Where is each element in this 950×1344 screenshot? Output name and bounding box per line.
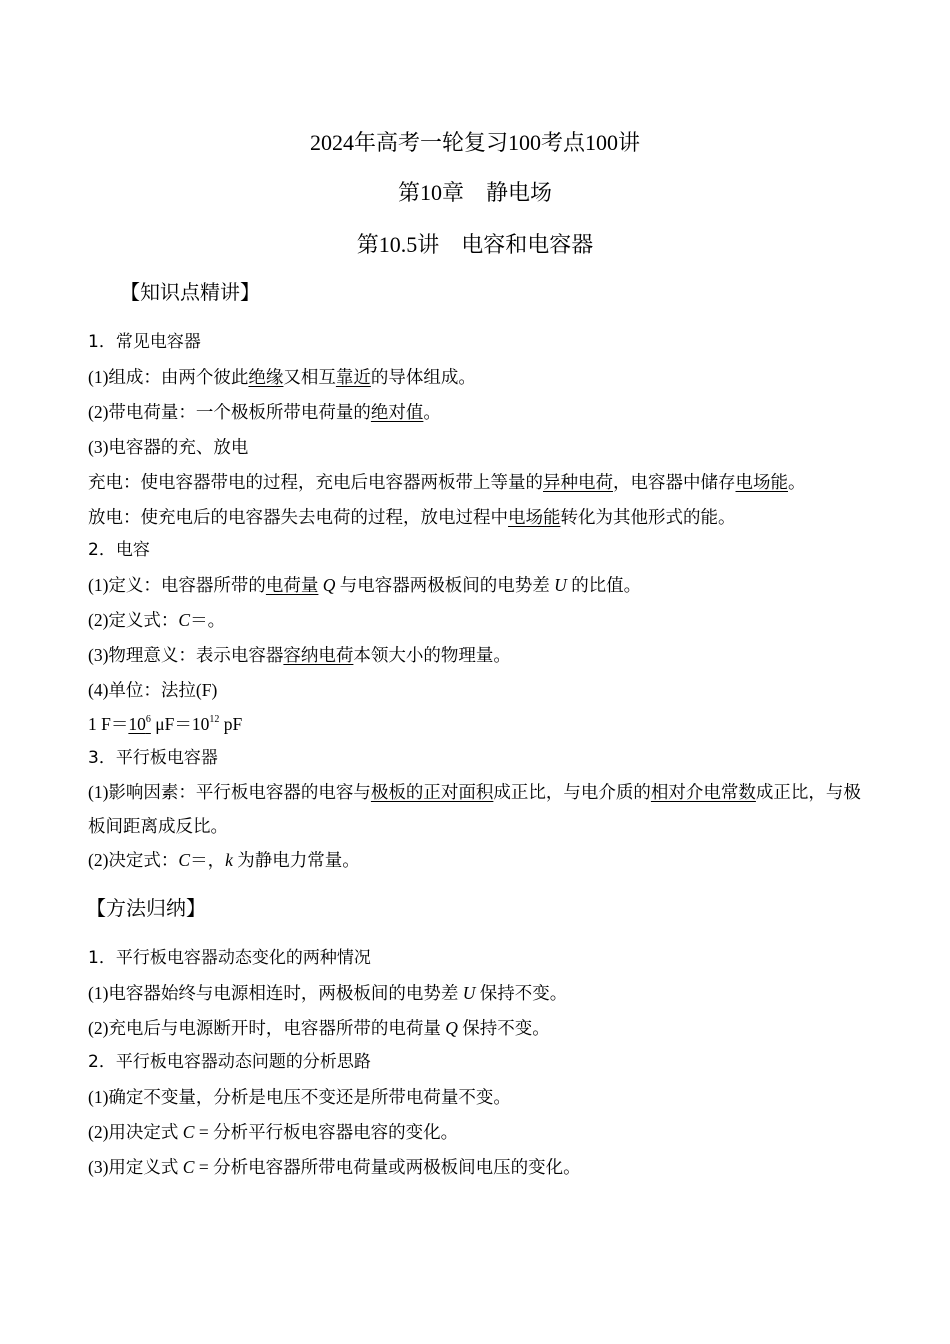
s1-line-composition: (1)组成：由两个彼此绝缘又相互靠近的导体组成。 <box>88 367 476 387</box>
m2-line-defining: (3)用定义式 C = 分析电容器所带电荷量或两极板间电压的变化。 <box>88 1157 581 1177</box>
s2-line-meaning: (3)物理意义：表示电容器容纳电荷本领大小的物理量。 <box>88 645 511 665</box>
lecture-title: 第10.5讲 电容和电容器 <box>356 232 594 257</box>
s1-line-charging: 充电：使电容器带电的过程，充电后电容器两板带上等量的异种电荷，电容器中储存电场能。 <box>88 472 806 492</box>
section2-heading: 2．电容 <box>88 540 150 560</box>
s2-line-formula: (2)定义式：C＝。 <box>88 610 226 630</box>
s3-line-determining-formula: (2)决定式：C＝，k 为静电力常量。 <box>88 850 360 870</box>
m2-line-determining: (2)用决定式 C = 分析平行板电容器电容的变化。 <box>88 1122 459 1142</box>
s2-line-definition: (1)定义：电容器所带的电荷量 Q 与电容器两极板间的电势差 U 的比值。 <box>88 575 642 595</box>
methods-heading: 【方法归纳】 <box>86 898 206 920</box>
document-title: 2024年高考一轮复习100考点100讲 <box>309 130 640 155</box>
methods-section2-heading: 2．平行板电容器动态问题的分析思路 <box>88 1052 371 1072</box>
s1-line-charge-discharge: (3)电容器的充、放电 <box>88 437 249 457</box>
m1-line-disconnected: (2)充电后与电源断开时，电容器所带的电荷量 Q 保持不变。 <box>88 1018 550 1038</box>
chapter-title: 第10章 静电场 <box>397 180 552 205</box>
knowledge-heading: 【知识点精讲】 <box>120 282 260 304</box>
s1-line-discharging: 放电：使充电后的电容器失去电荷的过程，放电过程中电场能转化为其他形式的能。 <box>88 507 736 527</box>
section3-heading: 3．平行板电容器 <box>88 748 218 768</box>
s1-line-charge: (2)带电荷量：一个极板所带电荷量的绝对值。 <box>88 402 441 422</box>
m2-line-invariant: (1)确定不变量，分析是电压不变还是所带电荷量不变。 <box>88 1087 511 1107</box>
m1-line-connected: (1)电容器始终与电源相连时，两极板间的电势差 U 保持不变。 <box>88 983 568 1003</box>
s2-line-unit: (4)单位：法拉(F) <box>88 680 218 700</box>
s2-line-unit-conversion: 1 $F=10^6$ $\mu F=10^{12}$ pF <box>88 714 243 734</box>
methods-section1-heading: 1．平行板电容器动态变化的两种情况 <box>88 948 371 968</box>
s3-line-factors: (1)影响因素：平行板电容器的电容与极板的正对面积成正比，与电介质的相对介电常数成正比，与极板间距离成反比。 <box>88 782 861 836</box>
section1-heading: 1．常见电容器 <box>88 332 201 352</box>
